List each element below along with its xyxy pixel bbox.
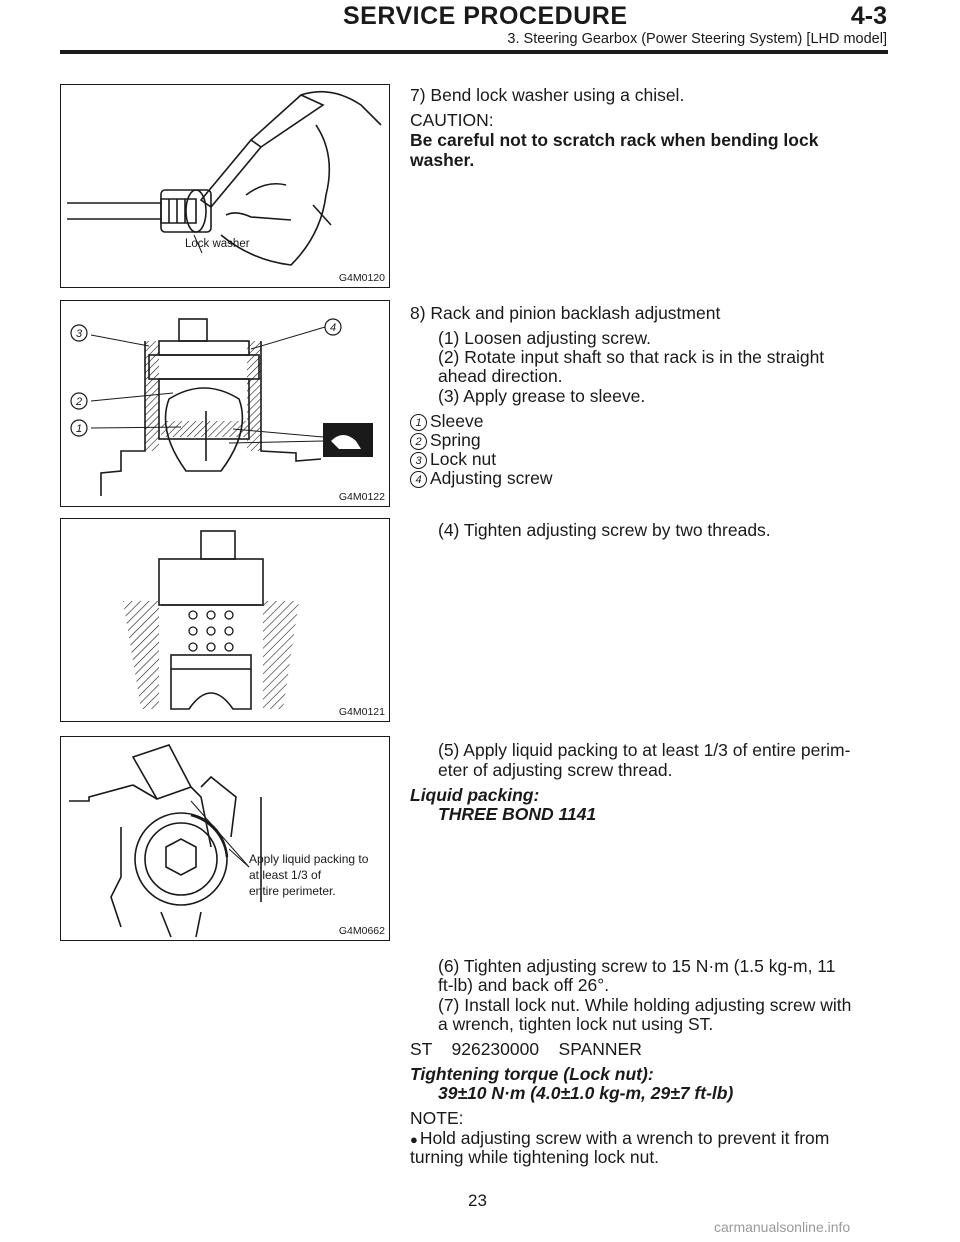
step-8-5b: eter of adjusting screw thread. bbox=[438, 760, 673, 780]
part-spring bbox=[410, 430, 481, 450]
packing-label-line3: entire perimeter. bbox=[249, 884, 336, 898]
callout-2: 2 bbox=[75, 396, 83, 408]
lock-washer-label: Lock washer bbox=[185, 238, 250, 250]
step-8-2b: ahead direction. bbox=[438, 366, 563, 386]
section-subtitle: 3. Steering Gearbox (Power Steering System) [LHD model] bbox=[507, 31, 887, 47]
special-tool: ST 926230000 SPANNER bbox=[410, 1039, 642, 1059]
callout-1: 1 bbox=[75, 423, 83, 435]
note-heading: NOTE: bbox=[410, 1108, 464, 1128]
section-number: 4-3 bbox=[850, 2, 887, 30]
step-8: 8) Rack and pinion backlash adjustment bbox=[410, 303, 721, 323]
figure-backlash-adjustment bbox=[60, 300, 390, 507]
caution-line1: Be careful not to scratch rack when bending lock bbox=[410, 130, 819, 150]
part-name: Lock nut bbox=[430, 449, 497, 469]
figure-two-threads bbox=[60, 518, 390, 722]
step-8-7a: (7) Install lock nut. While holding adjusting screw with bbox=[438, 995, 852, 1015]
part-number: 3 bbox=[410, 452, 427, 469]
step-8-6a: (6) Tighten adjusting screw to 15 N·m (1.5 kg-m, 11 bbox=[438, 956, 836, 976]
page-title: SERVICE PROCEDURE bbox=[343, 2, 628, 30]
torque-value: 39±10 N·m (4.0±1.0 kg-m, 29±7 ft-lb) bbox=[438, 1083, 734, 1103]
part-adjusting-screw bbox=[410, 468, 553, 488]
bullet-icon: ● bbox=[410, 1132, 418, 1147]
header-rule bbox=[60, 50, 888, 54]
lock-washer-illustration bbox=[61, 85, 391, 289]
figure-lock-washer bbox=[60, 84, 390, 288]
packing-label-line1: Apply liquid packing to bbox=[249, 852, 369, 866]
caution-heading: CAUTION: bbox=[410, 110, 494, 130]
figure-caption: G4M0122 bbox=[338, 491, 385, 503]
step-8-4: (4) Tighten adjusting screw by two threads. bbox=[438, 520, 771, 540]
two-threads-illustration bbox=[61, 519, 391, 723]
part-name: Spring bbox=[430, 430, 481, 450]
step-8-3: (3) Apply grease to sleeve. bbox=[438, 386, 646, 406]
step-8-1: (1) Loosen adjusting screw. bbox=[438, 328, 652, 348]
liquid-packing-value: THREE BOND 1141 bbox=[438, 804, 597, 824]
step-8-5a: (5) Apply liquid packing to at least 1/3 of entire perim- bbox=[438, 740, 851, 760]
torque-heading: Tightening torque (Lock nut): bbox=[410, 1064, 654, 1084]
page-number: 23 bbox=[468, 1191, 487, 1210]
note-text: Hold adjusting screw with a wrench to prevent it from bbox=[419, 1128, 830, 1148]
part-name: Adjusting screw bbox=[430, 468, 553, 488]
packing-label-line2: at least 1/3 of bbox=[249, 868, 322, 882]
step-8-6b: ft-lb) and back off 26°. bbox=[438, 975, 610, 995]
part-number: 4 bbox=[410, 471, 427, 488]
step-8-2a: (2) Rotate input shaft so that rack is in the straight bbox=[438, 347, 825, 367]
callout-3: 3 bbox=[75, 328, 83, 340]
note-line2: turning while tightening lock nut. bbox=[410, 1147, 660, 1167]
part-number: 2 bbox=[410, 433, 427, 450]
caution-line2: washer. bbox=[410, 150, 475, 170]
part-lock-nut bbox=[410, 449, 496, 469]
step-8-7b: a wrench, tighten lock nut using ST. bbox=[438, 1014, 714, 1034]
figure-liquid-packing bbox=[60, 736, 390, 941]
figure-caption: G4M0662 bbox=[338, 925, 385, 937]
callout-4: 4 bbox=[329, 322, 337, 334]
figure-caption: G4M0121 bbox=[338, 706, 385, 718]
liquid-packing-heading: Liquid packing: bbox=[410, 785, 540, 805]
liquid-packing-illustration bbox=[61, 737, 391, 942]
watermark: carmanualsonline.info bbox=[714, 1219, 851, 1235]
figure-caption: G4M0120 bbox=[338, 272, 385, 284]
step-7: 7) Bend lock washer using a chisel. bbox=[410, 85, 685, 105]
backlash-adjustment-illustration bbox=[61, 301, 391, 508]
part-number: 1 bbox=[410, 414, 427, 431]
part-sleeve bbox=[410, 411, 484, 431]
part-name: Sleeve bbox=[430, 411, 484, 431]
